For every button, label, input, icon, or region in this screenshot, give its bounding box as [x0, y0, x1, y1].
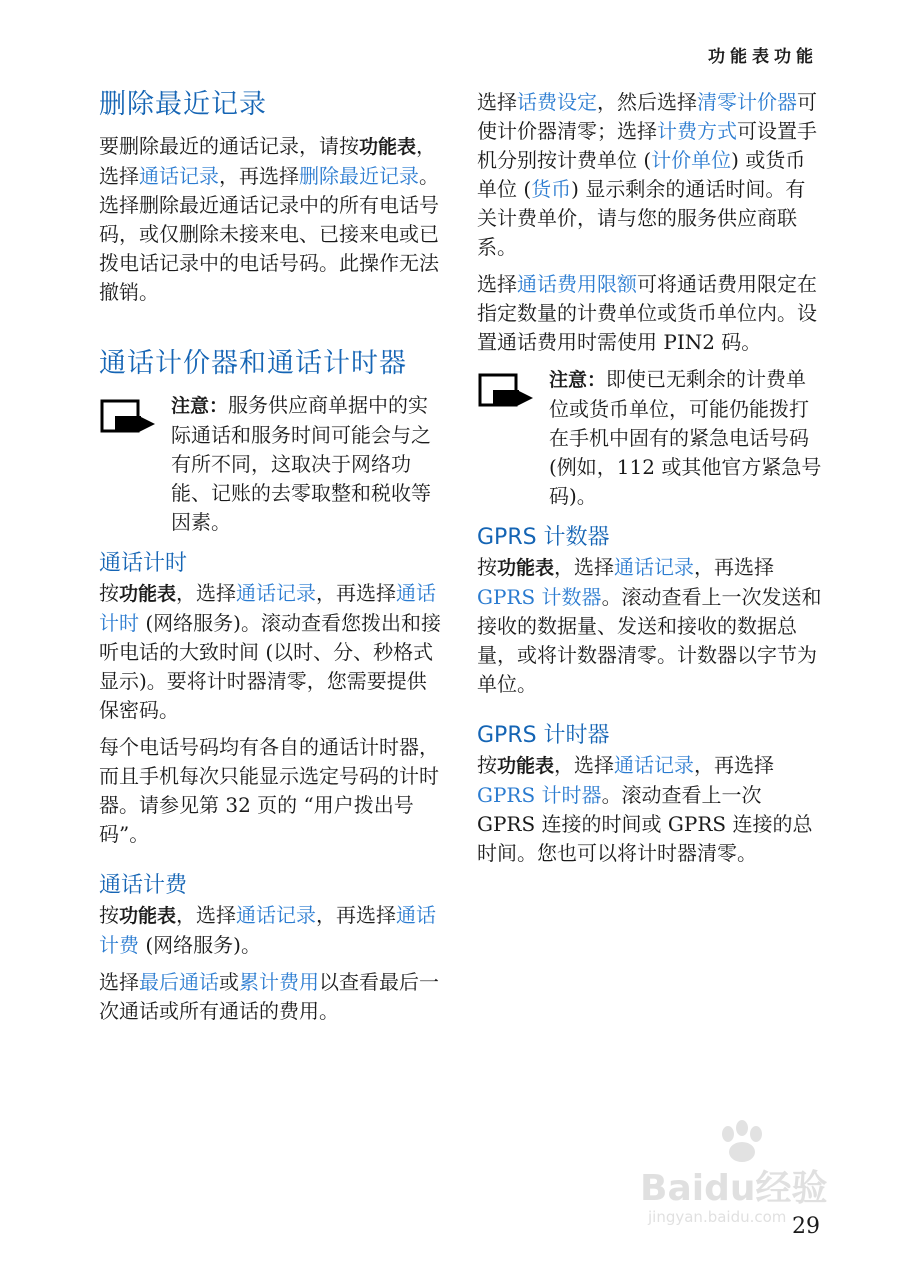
- text-run: ，选择: [176, 903, 237, 927]
- running-header: 功能表功能: [708, 47, 818, 67]
- menu-key-text: 功能表: [497, 557, 555, 579]
- text-run: ，再选择: [694, 753, 775, 777]
- subsection-title-gprs-timer: GPRS 计时器: [477, 723, 610, 748]
- menu-key-text: 功能表: [119, 583, 177, 605]
- text-run: 。选择删除最近通话记录中的所有电话号码，或仅删除未接来电、已接来电或已拨电话记录中的电话号码。此操作无法撤销。: [99, 164, 439, 304]
- text-run: ，选择: [99, 134, 437, 188]
- text-run: 选择: [99, 970, 139, 994]
- text-run: 按: [99, 581, 119, 605]
- watermark-brand: Baidu经验: [640, 1168, 828, 1209]
- page-number: 29: [792, 1214, 820, 1239]
- text-run: 。滚动查看上一次发送和接收的数据量、发送和接收的数据总量，或将计数器清零。计数器以字节为单位。: [477, 585, 822, 696]
- note-body: 服务供应商单据中的实际通话和服务时间可能会与之有所不同，这取决于网络功能、记账的去零取整和税收等因素。: [171, 393, 431, 534]
- text-run: 或: [219, 970, 239, 994]
- menu-key-text: 功能表: [359, 136, 417, 158]
- section-title-delete-recent: 删除最近记录: [99, 89, 267, 120]
- text-run: 按: [99, 903, 119, 927]
- note-block: [477, 365, 822, 511]
- cost-settings-paragraph: [477, 88, 822, 262]
- menu-option-call-log: 通话记录: [139, 164, 219, 188]
- note-label: 注意：: [171, 395, 229, 417]
- note-hand-icon: [99, 391, 171, 537]
- menu-option-last-call: 最后通话: [139, 970, 219, 994]
- text-run: 可使计价器清零；选择: [477, 90, 817, 143]
- call-duration-paragraph-2: 每个电话号码均有各自的通话计时器，而且手机每次只能显示选定号码的计时器。请参见第 32 页的 “用户拨出号码”。: [99, 735, 439, 846]
- text-run: (网络服务)。滚动查看您拨出和接听电话的大致时间 (以时、分、秒格式显示)。要将计时器清零，您需要提供保密码。: [99, 611, 441, 722]
- text-run: ，选择: [554, 555, 615, 579]
- text-run: ) 或货币单位 (: [477, 148, 806, 201]
- gprs-counter-paragraph: [477, 553, 822, 699]
- delete-recent-paragraph: [99, 132, 444, 307]
- text-run: ，再选择: [219, 164, 299, 188]
- subsection-title-call-costs: 通话计费: [99, 873, 188, 898]
- menu-option-call-log: 通话记录: [614, 753, 695, 777]
- menu-option-total-costs: 累计费用: [239, 970, 319, 994]
- text-run: 。滚动查看上一次 GPRS 连接的时间或 GPRS 连接的总时间。您也可以将计时器清零。: [477, 783, 813, 865]
- cost-limit-paragraph: [477, 270, 822, 357]
- note-hand-icon: [477, 365, 549, 511]
- text-run: ，再选择: [316, 903, 397, 927]
- menu-option-call-costs: 通话计费: [99, 903, 437, 957]
- menu-key-text: 功能表: [119, 905, 177, 927]
- menu-option-call-log: 通话记录: [236, 903, 317, 927]
- menu-option-cost-settings: 话费设定: [517, 90, 597, 114]
- menu-option-call-duration: 通话计时: [99, 581, 437, 635]
- text-run: 可设置手机分别按计费单位 (: [477, 119, 817, 172]
- section-title-call-counters: 通话计价器和通话计时器: [99, 348, 407, 379]
- text-run: 可将通话费用限定在指定数量的计费单位或货币单位内。设置通话费用时需使用 PIN2 码。: [477, 272, 817, 354]
- note-block: [99, 391, 444, 537]
- text-run: 选择: [477, 90, 517, 114]
- watermark-url: jingyan.baidu.com: [648, 1208, 787, 1226]
- menu-option-currency: 货币: [531, 177, 572, 201]
- menu-option-gprs-timer: GPRS 计时器: [477, 783, 602, 807]
- text-run: (网络服务)。: [139, 933, 261, 957]
- note-text: [171, 391, 444, 537]
- menu-option-units: 计价单位: [651, 148, 732, 172]
- note-text: [549, 365, 822, 511]
- text-run: 按: [477, 753, 497, 777]
- menu-option-delete-recent: 删除最近记录: [299, 164, 419, 188]
- text-run: 要删除最近的通话记录，请按: [99, 134, 359, 158]
- menu-option-show-costs-in: 计费方式: [657, 119, 737, 143]
- call-duration-paragraph: [99, 579, 444, 725]
- subsection-title-gprs-counter: GPRS 计数器: [477, 525, 610, 550]
- note-body: 即使已无剩余的计费单位或货币单位，可能仍能拨打在手机中固有的紧急电话号码 (例如，112 或其他官方紧急号码)。: [549, 367, 822, 508]
- text-run: ，再选择: [316, 581, 397, 605]
- text-run: ，然后选择: [597, 90, 697, 114]
- note-label: 注意：: [549, 369, 607, 391]
- call-costs-paragraph-2: [99, 968, 444, 1026]
- menu-option-call-log: 通话记录: [614, 555, 695, 579]
- text-run: ，选择: [176, 581, 237, 605]
- text-run: 以查看最后一次通话或所有通话的费用。: [99, 970, 439, 1023]
- text-run: ，选择: [554, 753, 615, 777]
- menu-option-call-log: 通话记录: [236, 581, 317, 605]
- text-run: 选择: [477, 272, 517, 296]
- subsection-title-call-duration: 通话计时: [99, 551, 188, 576]
- menu-option-gprs-counter: GPRS 计数器: [477, 585, 602, 609]
- menu-option-clear-counters: 清零计价器: [697, 90, 797, 114]
- call-costs-paragraph: [99, 901, 444, 960]
- paw-icon: [714, 1120, 774, 1164]
- text-run: ，再选择: [694, 555, 775, 579]
- left-column: [99, 86, 444, 1034]
- menu-option-call-cost-limit: 通话费用限额: [517, 272, 637, 296]
- gprs-timer-paragraph: [477, 751, 822, 868]
- text-run: ) 显示剩余的通话时间。有关计费单价，请与您的服务供应商联系。: [477, 177, 806, 259]
- menu-key-text: 功能表: [497, 755, 555, 777]
- right-column: [477, 88, 822, 876]
- text-run: 按: [477, 555, 497, 579]
